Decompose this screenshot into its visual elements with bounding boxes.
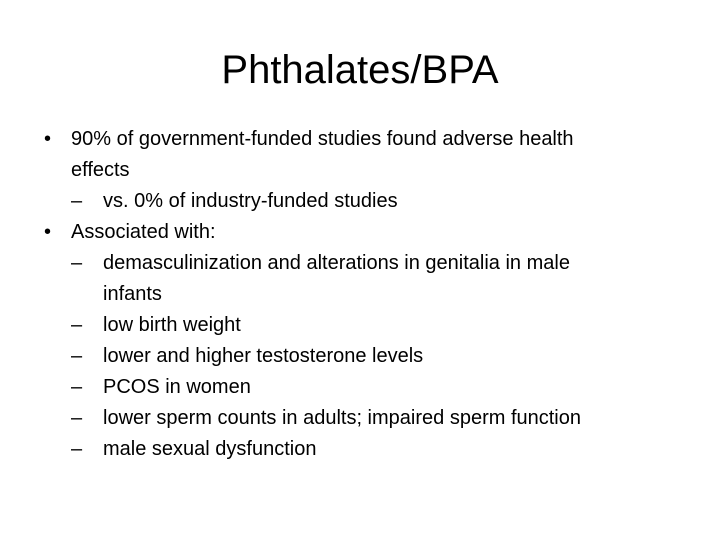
- sub-bullet-text: male sexual dysfunction: [103, 438, 317, 460]
- bullet-item: [0, 217, 720, 248]
- sub-bullet-item: [0, 310, 720, 341]
- bullet-marker: •: [44, 128, 52, 150]
- sub-bullet-item: [0, 186, 720, 217]
- sub-bullet-text: low birth weight: [103, 314, 241, 336]
- sub-bullet-item: [0, 341, 720, 372]
- sub-bullet-list: [0, 248, 720, 465]
- sub-bullet-item: [0, 403, 720, 434]
- bullet-text-line: effects: [71, 159, 130, 181]
- sub-bullet-text-line: infants: [103, 283, 162, 305]
- slide-title: Phthalates/BPA: [221, 48, 499, 92]
- bullet-text: [71, 124, 690, 186]
- dash-marker: –: [71, 345, 83, 367]
- bullet-text: Associated with:: [71, 221, 216, 243]
- slide-content: [0, 124, 720, 465]
- dash-marker: –: [71, 190, 83, 212]
- sub-bullet-text: vs. 0% of industry-funded studies: [103, 190, 398, 212]
- sub-bullet-list: [0, 186, 720, 217]
- sub-bullet-item: [0, 248, 720, 310]
- sub-bullet-item: [0, 434, 720, 465]
- bullet-text-line: 90% of government-funded studies found adverse health: [71, 128, 574, 150]
- sub-bullet-item: [0, 372, 720, 403]
- sub-bullet-text-line: demasculinization and alterations in genitalia in male: [103, 252, 570, 274]
- bullet-item: [0, 124, 720, 186]
- dash-marker: –: [71, 376, 83, 398]
- sub-bullet-text: PCOS in women: [103, 376, 251, 398]
- sub-bullet-text: lower sperm counts in adults; impaired sperm function: [103, 407, 581, 429]
- dash-marker: –: [71, 252, 83, 274]
- dash-marker: –: [71, 407, 83, 429]
- bullet-marker: •: [44, 221, 52, 243]
- sub-bullet-text: lower and higher testosterone levels: [103, 345, 424, 367]
- dash-marker: –: [71, 438, 83, 460]
- dash-marker: –: [71, 314, 83, 336]
